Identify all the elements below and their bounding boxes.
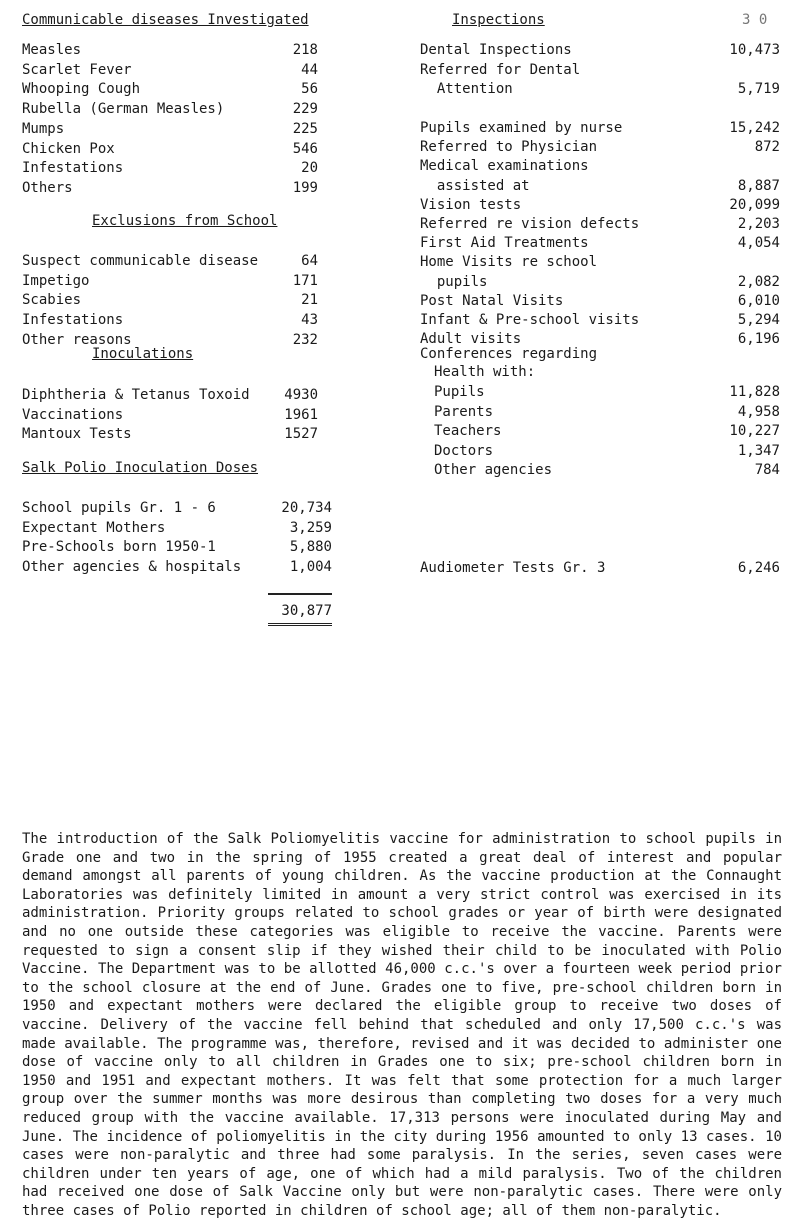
disease-row-value: 56 bbox=[301, 81, 318, 98]
disease-row-value: 199 bbox=[292, 179, 318, 196]
disease-row-label: Scarlet Fever bbox=[22, 61, 132, 78]
disease-row-label: Infestations bbox=[22, 160, 124, 177]
total-rule bbox=[268, 593, 332, 595]
inoculation-row-value: 4930 bbox=[284, 387, 318, 403]
inoculations-heading: Inoculations bbox=[92, 346, 194, 362]
salk-vaccine-paragraph: The introduction of the Salk Poliomyelitis vaccine for administration to school pupils in Grade one and two in the spring of 1955 created a great deal of interest and popular demand amongst all parents of young children. As the vaccine production at the Connaught Laboratories was definitely limited in amount a very strict control was exercised in its administration. Priority groups related to school grades or year of birth were designated and no one outside these categories was eligible to receive the vaccine. Parents were requested to sign a consent slip if they wished their child to be inoculated with Polio Vaccine. The Department was to be allotted 46,000 c.c.'s over a fourteen week period prior to the school closure at the end of June. Grades one to five, pre-school children born in 1950 and expectant mothers were declared the eligible group to receive two doses of vaccine. Delivery of the vaccine fell behind that scheduled and only 17,500 c.c.'s was made available. The programme was, therefore, revised and it was decided to administer one dose of vaccine only to all children in Grades one to six; pre-school children born in 1950 and 1951 and expectant mothers. It was felt that some protection for a much larger group over the summer months was more desirous than completing two doses for a very much reduced group with the vaccine available. 17,313 persons were inoculated during May and June. The incidence of poliomyelitis in the city during 1956 amounted to only 13 cases. 10 cases were non-paralytic and three had some paralysis. In the series, seven cases were children under ten years of age, one of which had a mild paralysis. Two of the children had received one dose of Salk Vaccine only but were non-paralytic cases. There were only three cases of Polio reported in children of school age; all of them non-paralytic. bbox=[22, 831, 782, 1219]
inoculation-row-value: 1961 bbox=[284, 406, 318, 423]
exclusion-row-value: 21 bbox=[301, 292, 318, 309]
salk-row-value: 5,880 bbox=[289, 539, 332, 555]
nursing-row-value: 4,054 bbox=[737, 235, 780, 252]
exclusion-row-label: Impetigo bbox=[22, 272, 90, 289]
nursing-row-label: Vision tests bbox=[420, 196, 522, 213]
inoculation-row-label: Mantoux Tests bbox=[22, 426, 132, 442]
disease-row-label: Others bbox=[22, 179, 73, 196]
disease-row-value: 225 bbox=[292, 120, 318, 137]
conference-row-label: Other agencies bbox=[434, 462, 553, 478]
conference-row-label: Parents bbox=[434, 403, 494, 420]
conference-row-label: Doctors bbox=[434, 442, 494, 459]
nursing-row-value: 5,294 bbox=[737, 312, 780, 328]
nursing-row-label: Home Visits re school bbox=[420, 254, 598, 271]
nursing-row-label: First Aid Treatments bbox=[420, 235, 589, 252]
inoculation-row-label: Vaccinations bbox=[22, 406, 124, 423]
nursing-row-value: 8,887 bbox=[737, 177, 780, 194]
conference-row-value: 1,347 bbox=[737, 442, 780, 459]
nursing-row-label: Adult visits bbox=[420, 331, 522, 348]
disease-row-label: Chicken Pox bbox=[22, 140, 115, 157]
salk-row-value: 3,259 bbox=[289, 519, 332, 536]
salk-row-label: Expectant Mothers bbox=[22, 519, 166, 536]
salk-row-label: Pre-Schools born 1950-1 bbox=[22, 539, 216, 555]
nursing-row-label: Post Natal Visits bbox=[420, 292, 564, 309]
salk-row-value: 1,004 bbox=[289, 558, 332, 575]
conference-row-label: Pupils bbox=[434, 384, 485, 400]
salk-doses-heading: Salk Polio Inoculation Doses bbox=[22, 460, 259, 476]
nursing-row-label: pupils bbox=[420, 273, 488, 290]
nursing-row-value: 15,242 bbox=[729, 120, 780, 136]
nursing-row-value: 20,099 bbox=[729, 196, 780, 213]
inspections-heading: Inspections bbox=[452, 12, 545, 28]
nursing-row-value: 2,203 bbox=[737, 216, 780, 232]
nursing-row-value: 6,196 bbox=[737, 331, 780, 348]
exclusion-row-label: Scabies bbox=[22, 292, 82, 309]
audiometer-value: 6,246 bbox=[737, 560, 780, 576]
exclusions-heading: Exclusions from School bbox=[92, 213, 278, 229]
nursing-row-label: Infant & Pre-school visits bbox=[420, 312, 640, 328]
conferences-heading-line1: Conferences regarding bbox=[420, 346, 598, 362]
conference-row-value: 4,958 bbox=[737, 403, 780, 420]
communicable-diseases-heading: Communicable diseases Investigated bbox=[22, 12, 309, 28]
disease-row-label: Measles bbox=[22, 42, 82, 58]
conference-row-value: 784 bbox=[754, 462, 780, 478]
nursing-row-label: Referred to Physician bbox=[420, 139, 598, 156]
conference-row-value: 11,828 bbox=[729, 384, 780, 400]
nursing-row-value: 872 bbox=[754, 139, 780, 156]
exclusion-row-value: 43 bbox=[301, 312, 318, 329]
total-double-rule bbox=[268, 623, 332, 626]
salk-row-value: 20,734 bbox=[281, 500, 332, 516]
disease-row-value: 546 bbox=[292, 140, 318, 157]
inoculation-row-value: 1527 bbox=[284, 426, 318, 442]
exclusion-row-label: Suspect communicable disease bbox=[22, 253, 259, 269]
disease-row-value: 44 bbox=[301, 61, 318, 78]
nursing-row-label: Pupils examined by nurse bbox=[420, 120, 623, 136]
disease-row-label: Rubella (German Measles) bbox=[22, 101, 225, 118]
exclusion-row-label: Infestations bbox=[22, 312, 124, 329]
nursing-row-label: Medical examinations bbox=[420, 158, 589, 175]
nursing-row-label: Referred re vision defects bbox=[420, 216, 640, 232]
conference-row-label: Teachers bbox=[434, 423, 502, 439]
conferences-heading-line2: Health with: bbox=[434, 364, 536, 380]
salk-row-label: Other agencies & hospitals bbox=[22, 558, 242, 575]
salk-row-label: School pupils Gr. 1 - 6 bbox=[22, 500, 216, 516]
disease-row-value: 218 bbox=[292, 42, 318, 58]
page-mark: 3 0 bbox=[742, 12, 768, 28]
disease-row-label: Whooping Cough bbox=[22, 81, 141, 98]
disease-row-label: Mumps bbox=[22, 120, 65, 137]
exclusion-row-value: 232 bbox=[292, 331, 318, 348]
salk-total: 30,877 bbox=[281, 603, 332, 619]
conference-row-value: 10,227 bbox=[729, 423, 780, 439]
nursing-row-label: assisted at bbox=[420, 177, 530, 194]
nursing-row-value: 2,082 bbox=[737, 273, 780, 290]
disease-row-value: 229 bbox=[292, 101, 318, 118]
exclusion-row-value: 64 bbox=[301, 253, 318, 269]
inspection-row-value: 5,719 bbox=[737, 81, 780, 97]
exclusion-row-label: Other reasons bbox=[22, 331, 132, 348]
disease-row-value: 20 bbox=[301, 160, 318, 177]
exclusion-row-value: 171 bbox=[292, 272, 318, 289]
nursing-row-value: 6,010 bbox=[737, 292, 780, 309]
inoculation-row-label: Diphtheria & Tetanus Toxoid bbox=[22, 387, 250, 403]
inspection-row-label: Attention bbox=[420, 81, 513, 97]
audiometer-label: Audiometer Tests Gr. 3 bbox=[420, 560, 606, 576]
inspection-row-label: Dental Inspections bbox=[420, 42, 572, 58]
inspection-row-label: Referred for Dental bbox=[420, 61, 581, 78]
inspection-row-value: 10,473 bbox=[729, 42, 780, 58]
